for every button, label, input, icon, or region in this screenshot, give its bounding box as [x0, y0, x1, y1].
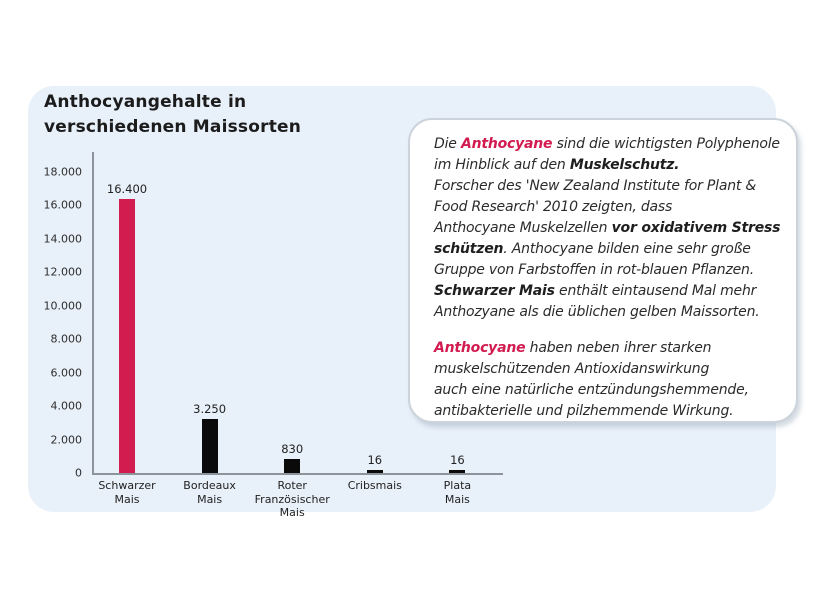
info-text-line [434, 338, 778, 359]
info-text-line [434, 134, 778, 155]
text-segment: enthält eintausend Mal mehr [554, 283, 757, 299]
info-text-line [434, 359, 778, 380]
bar-category-label-line: Schwarzer [98, 479, 156, 492]
accent-text-segment: Anthocyane [434, 340, 526, 356]
text-segment: Food Research' 2010 zeigten, dass [434, 199, 673, 215]
bar-value-label: 16.400 [106, 182, 148, 196]
bar-category-label-line: Bordeaux [183, 479, 236, 492]
text-segment: . Anthocyane bilden eine sehr große [503, 241, 751, 257]
info-text-line [434, 197, 778, 218]
info-text-line [434, 302, 778, 323]
y-axis-label: 4.000 [50, 399, 82, 413]
bold-text-segment: Schwarzer Mais [434, 283, 555, 299]
y-axis-label: 2.000 [50, 433, 82, 447]
y-axis-label: 8.000 [50, 332, 82, 346]
text-segment: Anthozyane als die üblichen gelben Maissorten. [434, 304, 760, 320]
text-segment: sind die wichtigsten Polyphenole [552, 136, 780, 152]
bar-value-label: 830 [281, 442, 304, 456]
y-axis-label: 18.000 [43, 165, 82, 179]
bar-value-label: 16 [367, 453, 383, 467]
bar-category-label-line: Mais [197, 492, 223, 506]
bar-category-label-line: Plata [443, 479, 472, 492]
info-text-line [434, 218, 781, 239]
bar-category-label-line: Cribsmais [347, 479, 402, 492]
accent-text-segment: Anthocyane [460, 136, 553, 152]
info-paragraph [434, 134, 781, 323]
y-axis-label: 12.000 [43, 265, 82, 279]
text-segment: haben neben ihrer starken [525, 340, 712, 356]
text-segment: Die [434, 136, 461, 152]
bar-category-label-line: Mais [279, 506, 305, 519]
bar-category-label-line: Roter [277, 479, 307, 492]
bar-category-label-line: Mais [444, 492, 470, 506]
chart-title-line2: verschiedenen Maissorten [44, 117, 302, 137]
bar-category-label-line: Mais [114, 492, 140, 506]
text-segment: Forscher des 'New Zealand Institute for Plant & [434, 178, 757, 194]
bar-value-label: 16 [450, 453, 465, 467]
y-axis-label: 14.000 [43, 232, 82, 246]
bold-text-segment: vor oxidativem Stress [611, 220, 781, 236]
info-text-line [434, 155, 778, 176]
info-text-line [434, 260, 778, 281]
chart-title-line1: Anthocyangehalte in [44, 92, 247, 112]
text-segment: antibakterielle und pilzhemmende Wirkung. [434, 403, 734, 419]
text-segment: auch eine natürliche entzündungshemmende, [434, 382, 749, 398]
y-axis-label: 6.000 [50, 366, 82, 380]
text-segment: muskelschützenden Antioxidanswirkung [434, 361, 710, 377]
text-segment: Gruppe von Farbstoffen in rot-blauen Pflanzen. [434, 262, 754, 278]
text-segment: Anthocyane Muskelzellen [434, 220, 612, 236]
info-text-line [434, 380, 778, 401]
info-text-line [434, 281, 778, 302]
bar-category-label-line: Französischer [254, 492, 330, 506]
info-text-line [434, 239, 778, 260]
bold-text-segment: Muskelschutz. [569, 157, 680, 173]
y-axis-label: 10.000 [43, 299, 82, 313]
info-box [408, 118, 798, 423]
info-paragraph [434, 338, 778, 422]
bar-value-label: 3.250 [193, 402, 227, 416]
bold-text-segment: schützen [434, 241, 504, 257]
y-axis-label: 16.000 [43, 198, 82, 212]
text-segment: im Hinblick auf den [434, 157, 570, 173]
y-axis-label: 0 [75, 466, 82, 480]
info-text-line [434, 401, 778, 422]
info-text-line [434, 176, 778, 197]
chart-title [44, 90, 301, 140]
